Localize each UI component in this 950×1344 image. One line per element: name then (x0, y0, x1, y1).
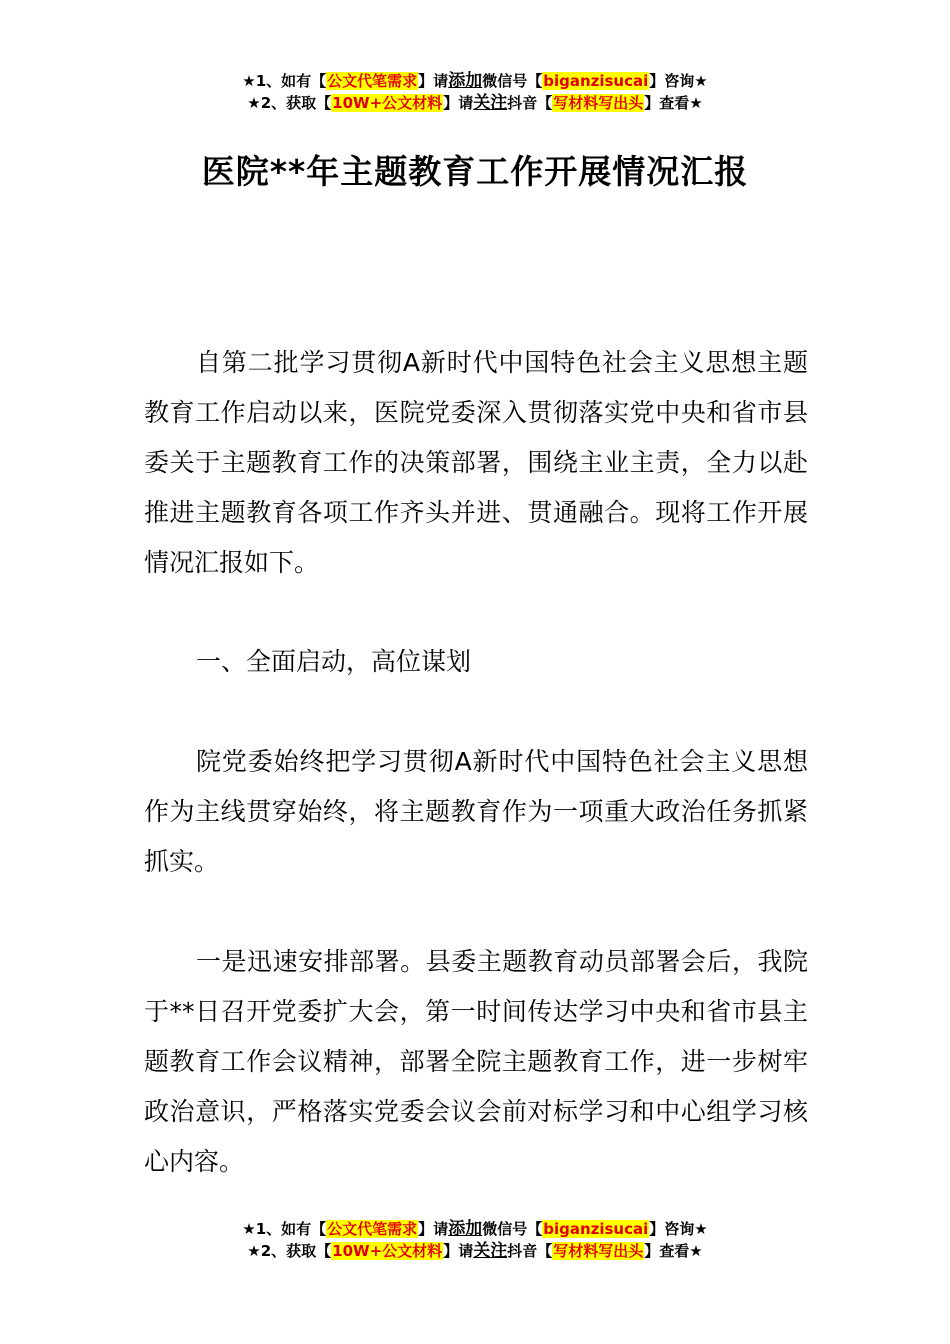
promo-emphasis: 关注 (473, 93, 508, 113)
promo-text: 】咨询★ (649, 1220, 708, 1238)
promo-line-1 (0, 1218, 950, 1240)
promo-highlight: 10W+公文材料 (332, 1242, 443, 1260)
promo-text: 】请 (443, 1242, 474, 1260)
promo-highlight: biganzisucai (543, 1220, 649, 1238)
promo-highlight: 10W+公文材料 (332, 94, 443, 112)
section-heading: 一、全面启动，高位谋划 (196, 647, 472, 676)
promo-banner-bottom (0, 1218, 950, 1262)
document-title: 医院**年主题教育工作开展情况汇报 (201, 152, 749, 191)
promo-text: 】请 (418, 72, 449, 90)
promo-text: 】咨询★ (649, 72, 708, 90)
promo-highlight: 公文代笔需求 (327, 72, 418, 90)
promo-highlight: biganzisucai (543, 72, 649, 90)
promo-text: ★1、如有【 (242, 72, 327, 90)
promo-emphasis: 添加 (448, 71, 483, 91)
promo-text: ★1、如有【 (242, 1220, 327, 1238)
promo-highlight: 公文代笔需求 (327, 1220, 418, 1238)
promo-line-2 (0, 1240, 950, 1262)
promo-emphasis: 关注 (473, 1241, 508, 1261)
promo-line-1 (0, 70, 950, 92)
promo-text: ★2、获取【 (247, 1242, 332, 1260)
promo-text: 抖音【 (507, 1242, 553, 1260)
paragraph-body: 一是迅速安排部署。县委主题教育动员部署会后，我院于**日召开党委扩大会，第一时间传达学习中央和省市县主题教育工作会议精神，部署全院主题教育工作，进一步树牢政治意识，严格落实党委会议会前对标学习和中心组学习核心内容。 (144, 947, 808, 1176)
promo-text: 】查看★ (644, 94, 703, 112)
promo-text: 抖音【 (507, 94, 553, 112)
promo-line-2 (0, 92, 950, 114)
promo-text: 微信号【 (482, 1220, 543, 1238)
promo-text: 】请 (443, 94, 474, 112)
promo-text: 微信号【 (482, 72, 543, 90)
promo-banner-top (0, 70, 950, 114)
promo-text: 】请 (418, 1220, 449, 1238)
promo-highlight: 写材料写出头 (553, 94, 644, 112)
promo-text: 】查看★ (644, 1242, 703, 1260)
promo-highlight: 写材料写出头 (553, 1242, 644, 1260)
paragraph-body: 院党委始终把学习贯彻A新时代中国特色社会主义思想作为主线贯穿始终，将主题教育作为一项重大政治任务抓紧抓实。 (144, 747, 808, 876)
promo-text: ★2、获取【 (247, 94, 332, 112)
promo-emphasis: 添加 (448, 1219, 483, 1239)
paragraph-intro: 自第二批学习贯彻A新时代中国特色社会主义思想主题教育工作启动以来，医院党委深入贯彻落实党中央和省市县委关于主题教育工作的决策部署，围绕主业主责，全力以赴推进主题教育各项工作齐头并进、贯通融合。现将工作开展情况汇报如下。 (144, 348, 808, 577)
